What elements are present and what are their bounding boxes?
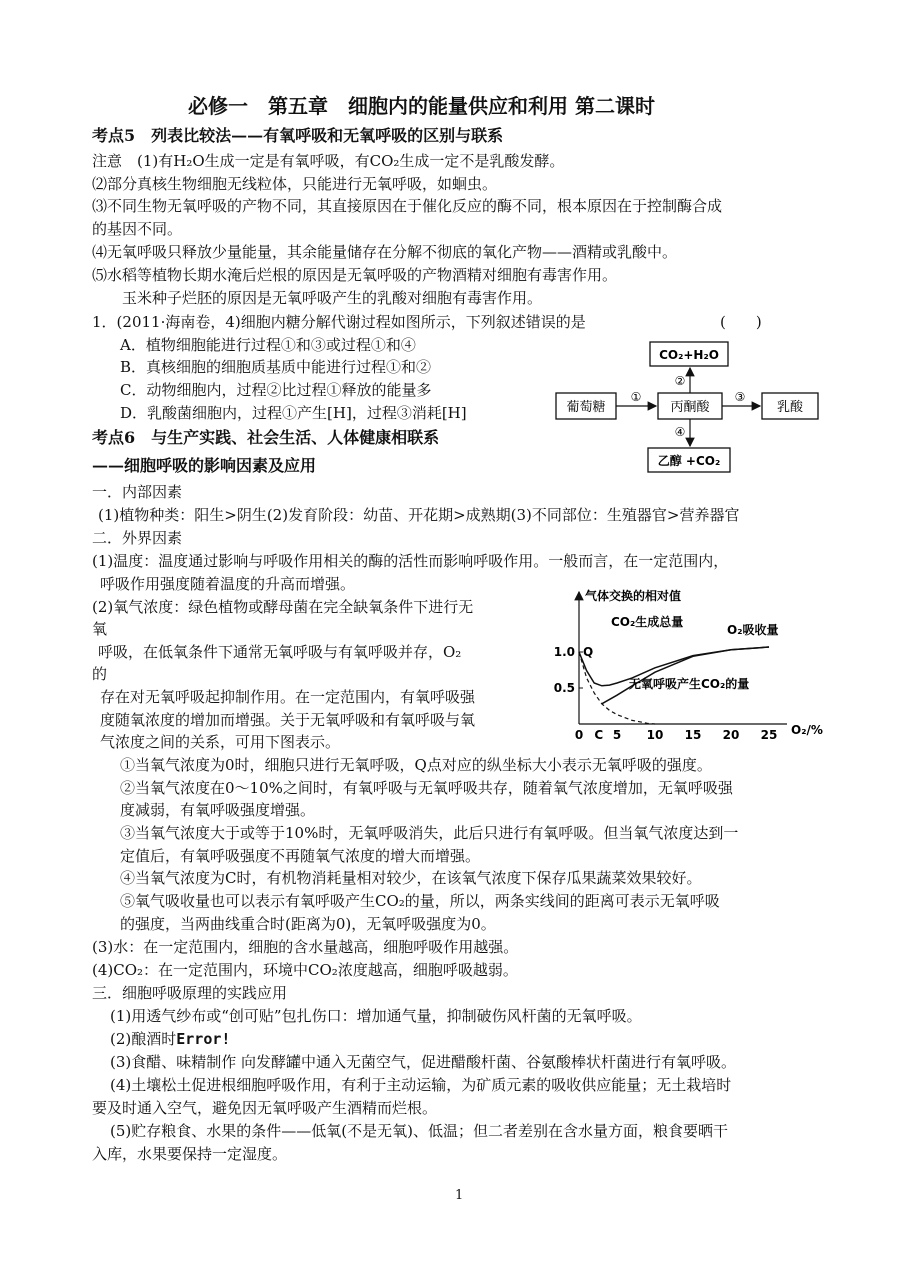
oxygen-text-3: 呼吸，在低氧条件下通常无氧呼吸与有氧呼吸并存，O₂ <box>98 643 462 661</box>
oxygen-text-6: 度随氧浓度的增加而增强。关于无氧呼吸和有氧呼吸与氧 <box>100 711 476 729</box>
point-5b: 的强度，当两曲线重合时(距离为0)，无氧呼吸强度为0。 <box>120 915 496 933</box>
application-2-text: (2)酿酒时 <box>110 1030 177 1048</box>
oxygen-text-5: 存在对无氧呼吸起抑制作用。在一定范围内，有氧呼吸强 <box>100 688 476 706</box>
y-tick-label: 0.5 <box>553 681 575 695</box>
step-2-marker: ② <box>674 374 686 388</box>
option-b: B．真核细胞的细胞质基质中能进行过程①和② <box>120 358 432 376</box>
section-2-title: 二．外界因素 <box>92 529 183 547</box>
point-2b: 度减弱，有氧呼吸强度增强。 <box>120 801 316 819</box>
kp5-note-5: ⑸水稻等植物长期水淹后烂根的原因是无氧呼吸的产物酒精对细胞有毒害作用。 <box>92 266 618 284</box>
co2-h2o-label: CO₂+H₂O <box>659 348 719 362</box>
water-text: (3)水：在一定范围内，细胞的含水量越高，细胞呼吸作用越强。 <box>92 938 519 956</box>
page-title: 必修一 第五章 细胞内的能量供应和利用 第二课时 <box>188 94 655 118</box>
option-d: D．乳酸菌细胞内，过程①产生[H]，过程③消耗[H] <box>120 404 467 422</box>
co2-text: (4)CO₂：在一定范围内，环境中CO₂浓度越高，细胞呼吸越弱。 <box>92 961 518 979</box>
pyruvate-label: 丙酮酸 <box>670 400 710 415</box>
error-field: Error! <box>176 1030 231 1048</box>
kp5-note-6: 玉米种子烂胚的原因是无氧呼吸产生的乳酸对细胞有毒害作用。 <box>122 289 543 307</box>
oxygen-text-7: 气浓度之间的关系，可用下图表示。 <box>100 733 341 751</box>
kp5-note-1: 注意 (1)有H₂O生成一定是有氧呼吸，有CO₂生成一定不是乳酸发酵。 <box>92 152 565 170</box>
x-tick-label: C <box>594 728 604 742</box>
x-tick-label: 5 <box>612 728 622 742</box>
application-3: (3)食醋、味精制作 向发酵罐中通入无菌空气，促进醋酸杆菌、谷氨酸棒状杆菌进行有氧呼吸。 <box>110 1053 737 1071</box>
kp5-note-3a: ⑶不同生物无氧呼吸的产物不同，其直接原因在于催化反应的酶不同，根本原因在于控制酶合成 <box>92 197 723 215</box>
section-3-title: 三．细胞呼吸原理的实践应用 <box>92 984 288 1002</box>
oxygen-text-4: 的 <box>92 665 108 683</box>
point-4: ④当氧气浓度为C时，有机物消耗量相对较少，在该氧气浓度下保存瓜果蔬菜效果较好。 <box>120 869 702 887</box>
step-1-marker: ① <box>630 390 642 404</box>
gas-exchange-chart <box>545 584 835 744</box>
section-1-title: 一．内部因素 <box>92 483 183 501</box>
glucose-label: 葡萄糖 <box>566 400 606 415</box>
x-tick-label: 0 <box>574 728 584 742</box>
oxygen-text-1: (2)氧气浓度：绿色植物或酵母菌在完全缺氧条件下进行无 <box>92 598 474 616</box>
y-axis-label: 气体交换的相对值 <box>585 589 682 603</box>
page-number: 1 <box>455 1188 464 1203</box>
kp5-heading: 考点5 列表比较法——有氧呼吸和无氧呼吸的区别与联系 <box>92 126 504 145</box>
application-5b: 入库，水果要保持一定湿度。 <box>92 1145 288 1163</box>
question-stem: 1．(2011·海南卷，4)细胞内糖分解代谢过程如图所示，下列叙述错误的是 <box>92 313 586 331</box>
point-2a: ②当氧气浓度在0～10%之间时，有氧呼吸与无氧呼吸共存，随着氧气浓度增加，无氧呼吸强 <box>120 779 733 797</box>
x-tick-label: 20 <box>722 728 740 742</box>
point-5a: ⑤氧气吸收量也可以表示有氧呼吸产生CO₂的量，所以，两条实线间的距离可表示无氧呼吸 <box>120 892 720 910</box>
x-tick-label: 15 <box>684 728 702 742</box>
temperature-text-2: 呼吸作用强度随着温度的升高而增强。 <box>100 575 356 593</box>
kp6-heading-2: ——细胞呼吸的影响因素及应用 <box>92 456 317 475</box>
step-4-marker: ④ <box>674 425 686 439</box>
point-3b: 定值后，有氧呼吸强度不再随氧气浓度的增大而增强。 <box>120 847 481 865</box>
kp5-note-4: ⑷无氧呼吸只释放少量能量，其余能量储存在分解不彻底的氧化产物——酒精或乳酸中。 <box>92 243 678 261</box>
application-1: (1)用透气纱布或“创可贴”包扎伤口：增加通气量，抑制破伤风杆菌的无氧呼吸。 <box>110 1007 642 1025</box>
kp6-heading-1: 考点6 与生产实践、社会生活、人体健康相联系 <box>92 428 440 447</box>
kp5-note-2: ⑵部分真核生物细胞无线粒体，只能进行无氧呼吸，如蛔虫。 <box>92 175 498 193</box>
oxygen-text-2: 氧 <box>92 620 108 638</box>
anaerobic-co2-legend: 无氧呼吸产生CO₂的量 <box>629 677 750 691</box>
application-2 <box>110 1029 230 1049</box>
point-1: ①当氧气浓度为0时，细胞只进行无氧呼吸，Q点对应的纵坐标大小表示无氧呼吸的强度。 <box>120 756 712 774</box>
point-q-label: Q <box>583 645 594 659</box>
point-3a: ③当氧气浓度大于或等于10%时，无氧呼吸消失，此后只进行有氧呼吸。但当氧气浓度达到一 <box>120 824 739 842</box>
o2-uptake-legend: O₂吸收量 <box>727 623 779 637</box>
co2-total-legend: CO₂生成总量 <box>611 615 684 629</box>
application-5a: (5)贮存粮食、水果的条件——低氧(不是无氧)、低温；但二者差别在含水量方面，粮食要晒干 <box>110 1122 728 1140</box>
temperature-text-1: (1)温度：温度通过影响与呼吸作用相关的酶的活性而影响呼吸作用。一般而言，在一定范围内， <box>92 552 729 570</box>
y-tick-label: 1.0 <box>553 645 575 659</box>
application-4a: (4)土壤松土促进根细胞呼吸作用，有利于主动运输，为矿质元素的吸收供应能量；无土栽培时 <box>110 1076 732 1094</box>
x-tick-label: 10 <box>646 728 664 742</box>
section-1-text: (1)植物种类：阳生>阴生(2)发育阶段：幼苗、开花期>成熟期(3)不同部位：生殖器官>营养器官 <box>98 506 740 524</box>
x-tick-label: 25 <box>760 728 778 742</box>
kp5-note-3b: 的基因不同。 <box>92 220 183 238</box>
ethanol-label: 乙醇 +CO₂ <box>657 454 721 468</box>
option-c: C．动物细胞内，过程②比过程①释放的能量多 <box>120 381 432 399</box>
step-3-marker: ③ <box>734 390 746 404</box>
option-a: A．植物细胞能进行过程①和③或过程①和④ <box>120 336 416 354</box>
answer-blank: ( ) <box>720 313 762 331</box>
o2-uptake-curve <box>602 647 769 704</box>
glucose-metabolism-diagram <box>550 338 850 478</box>
lactate-label: 乳酸 <box>776 400 804 415</box>
x-axis-label: O₂/% <box>791 723 823 737</box>
application-4b: 要及时通入空气，避免因无氧呼吸产生酒精而烂根。 <box>92 1099 438 1117</box>
